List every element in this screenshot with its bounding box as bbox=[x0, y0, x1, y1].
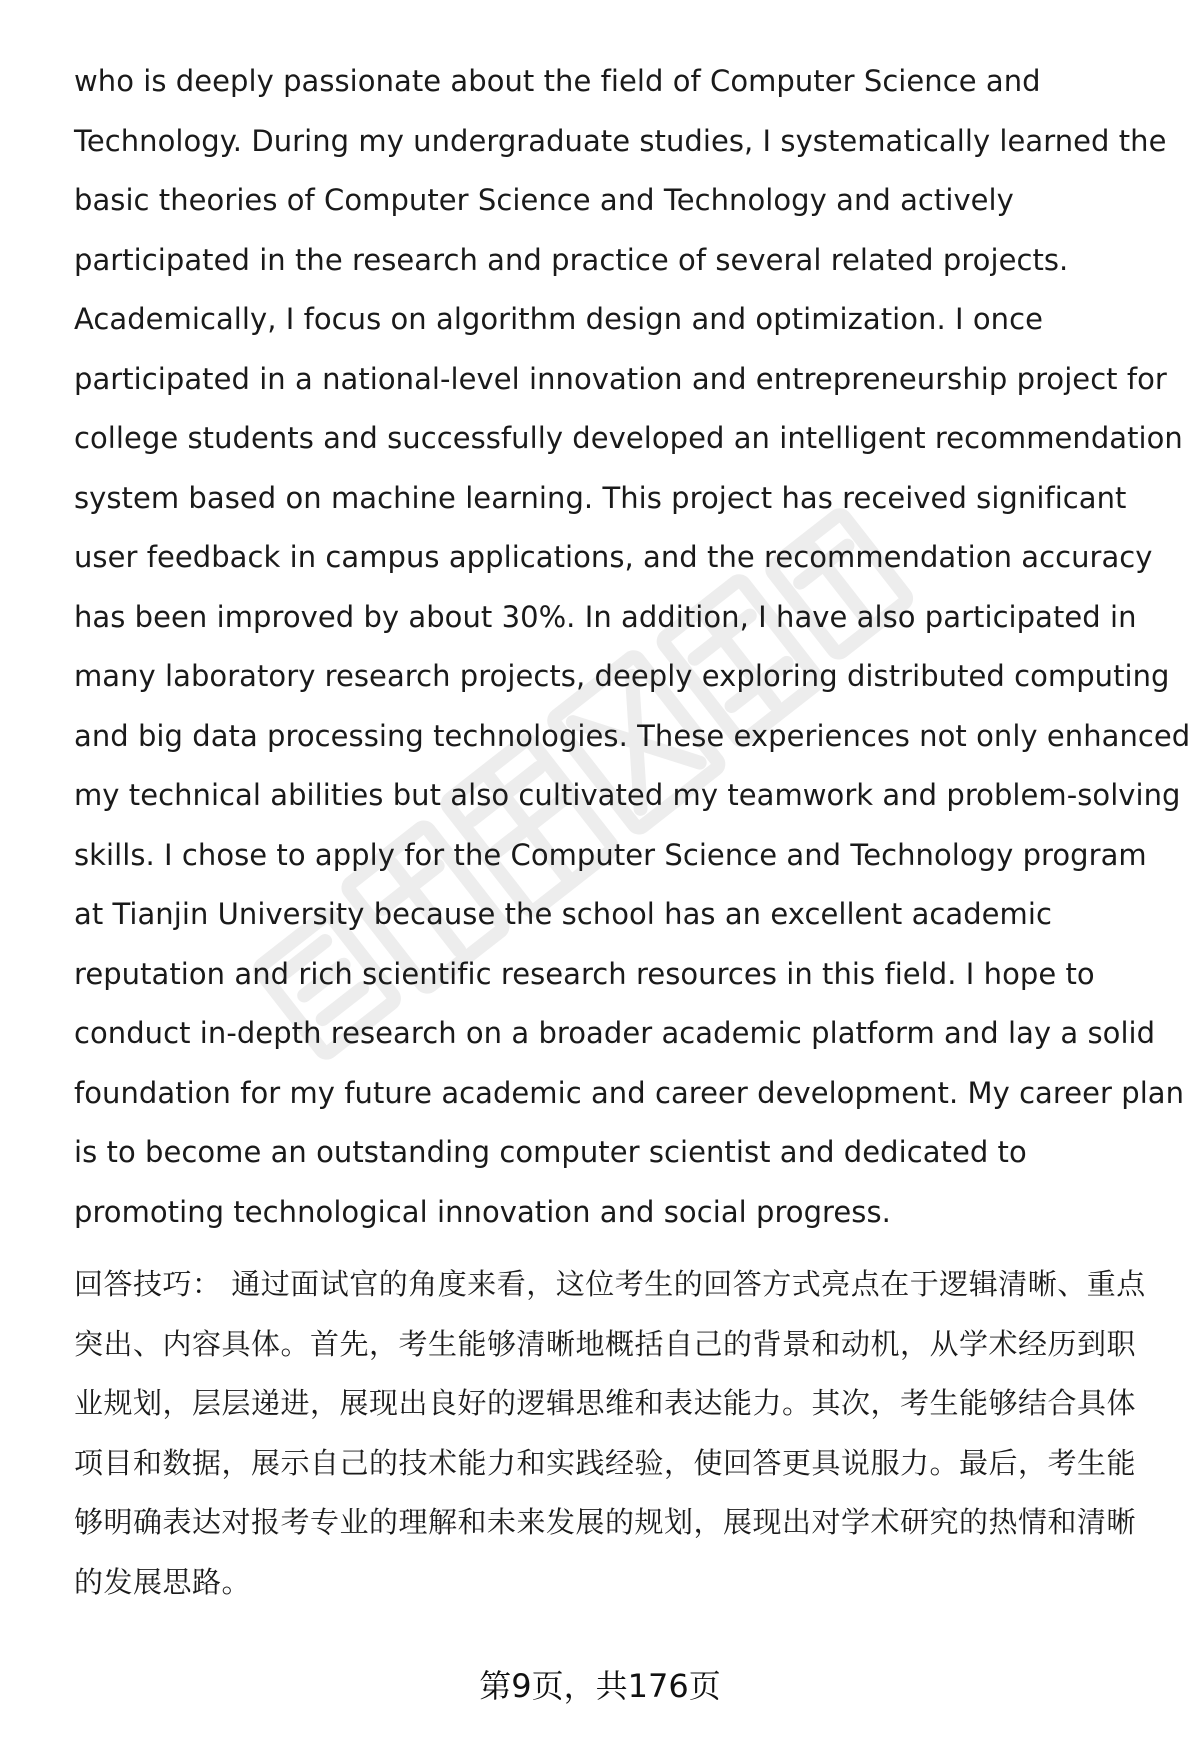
answer-line: many laboratory research projects, deeply exploring distributed computing bbox=[74, 659, 1170, 693]
page-number: 第9页，共176页 bbox=[479, 1667, 721, 1705]
answer-text bbox=[74, 52, 1191, 1242]
tips-line: 项目和数据，展示自己的技术能力和实践经验，使回答更具说服力。最后，考生能 bbox=[74, 1445, 1137, 1480]
answer-line: Technology. During my undergraduate studies, I systematically learned the bbox=[74, 123, 1167, 158]
answer-line: system based on machine learning. This project has received significant bbox=[74, 480, 1127, 515]
tips-line: 业规划，层层递进，展现出良好的逻辑思维和表达能力。其次，考生能够结合具体 bbox=[74, 1386, 1137, 1420]
answer-line: conduct in-depth research on a broader academic platform and lay a solid bbox=[74, 1016, 1156, 1050]
answer-line: promoting technological innovation and social progress. bbox=[74, 1194, 891, 1229]
answer-line: user feedback in campus applications, and the recommendation accuracy bbox=[74, 540, 1153, 574]
answer-line: participated in a national-level innovation and entrepreneurship project for bbox=[74, 361, 1167, 396]
answer-line: participated in the research and practice of several related projects. bbox=[74, 242, 1069, 277]
tips-line: 够明确表达对报考专业的理解和未来发展的规划，展现出对学术研究的热情和清晰 bbox=[74, 1505, 1137, 1539]
answer-line: reputation and rich scientific research resources in this field. I hope to bbox=[74, 956, 1095, 991]
answer-line: foundation for my future academic and career development. My career plan bbox=[74, 1075, 1185, 1110]
tips-line: 回答技巧： 通过面试官的角度来看，这位考生的回答方式亮点在于逻辑清晰、重点 bbox=[74, 1267, 1146, 1301]
answer-line: is to become an outstanding computer scientist and dedicated to bbox=[74, 1135, 1027, 1169]
answer-tips bbox=[74, 1255, 1154, 1612]
answer-line: basic theories of Computer Science and Technology and actively bbox=[74, 183, 1014, 217]
answer-line: who is deeply passionate about the field of Computer Science and bbox=[74, 64, 1041, 98]
tips-line: 的发展思路。 bbox=[74, 1564, 252, 1599]
answer-line: college students and successfully developed an intelligent recommendation bbox=[74, 421, 1183, 455]
answer-line: and big data processing technologies. These experiences not only enhanced bbox=[74, 718, 1191, 753]
tips-line: 突出、内容具体。首先，考生能够清晰地概括自己的背景和动机，从学术经历到职 bbox=[74, 1326, 1137, 1361]
answer-line: skills. I chose to apply for the Computer Science and Technology program bbox=[74, 837, 1147, 872]
answer-line: Academically, I focus on algorithm design and optimization. I once bbox=[74, 302, 1043, 336]
answer-line: my technical abilities but also cultivated my teamwork and problem-solving bbox=[74, 778, 1181, 812]
answer-line: at Tianjin University because the school has an excellent academic bbox=[74, 897, 1052, 931]
answer-line: has been improved by about 30%. In addition, I have also participated in bbox=[74, 599, 1137, 634]
